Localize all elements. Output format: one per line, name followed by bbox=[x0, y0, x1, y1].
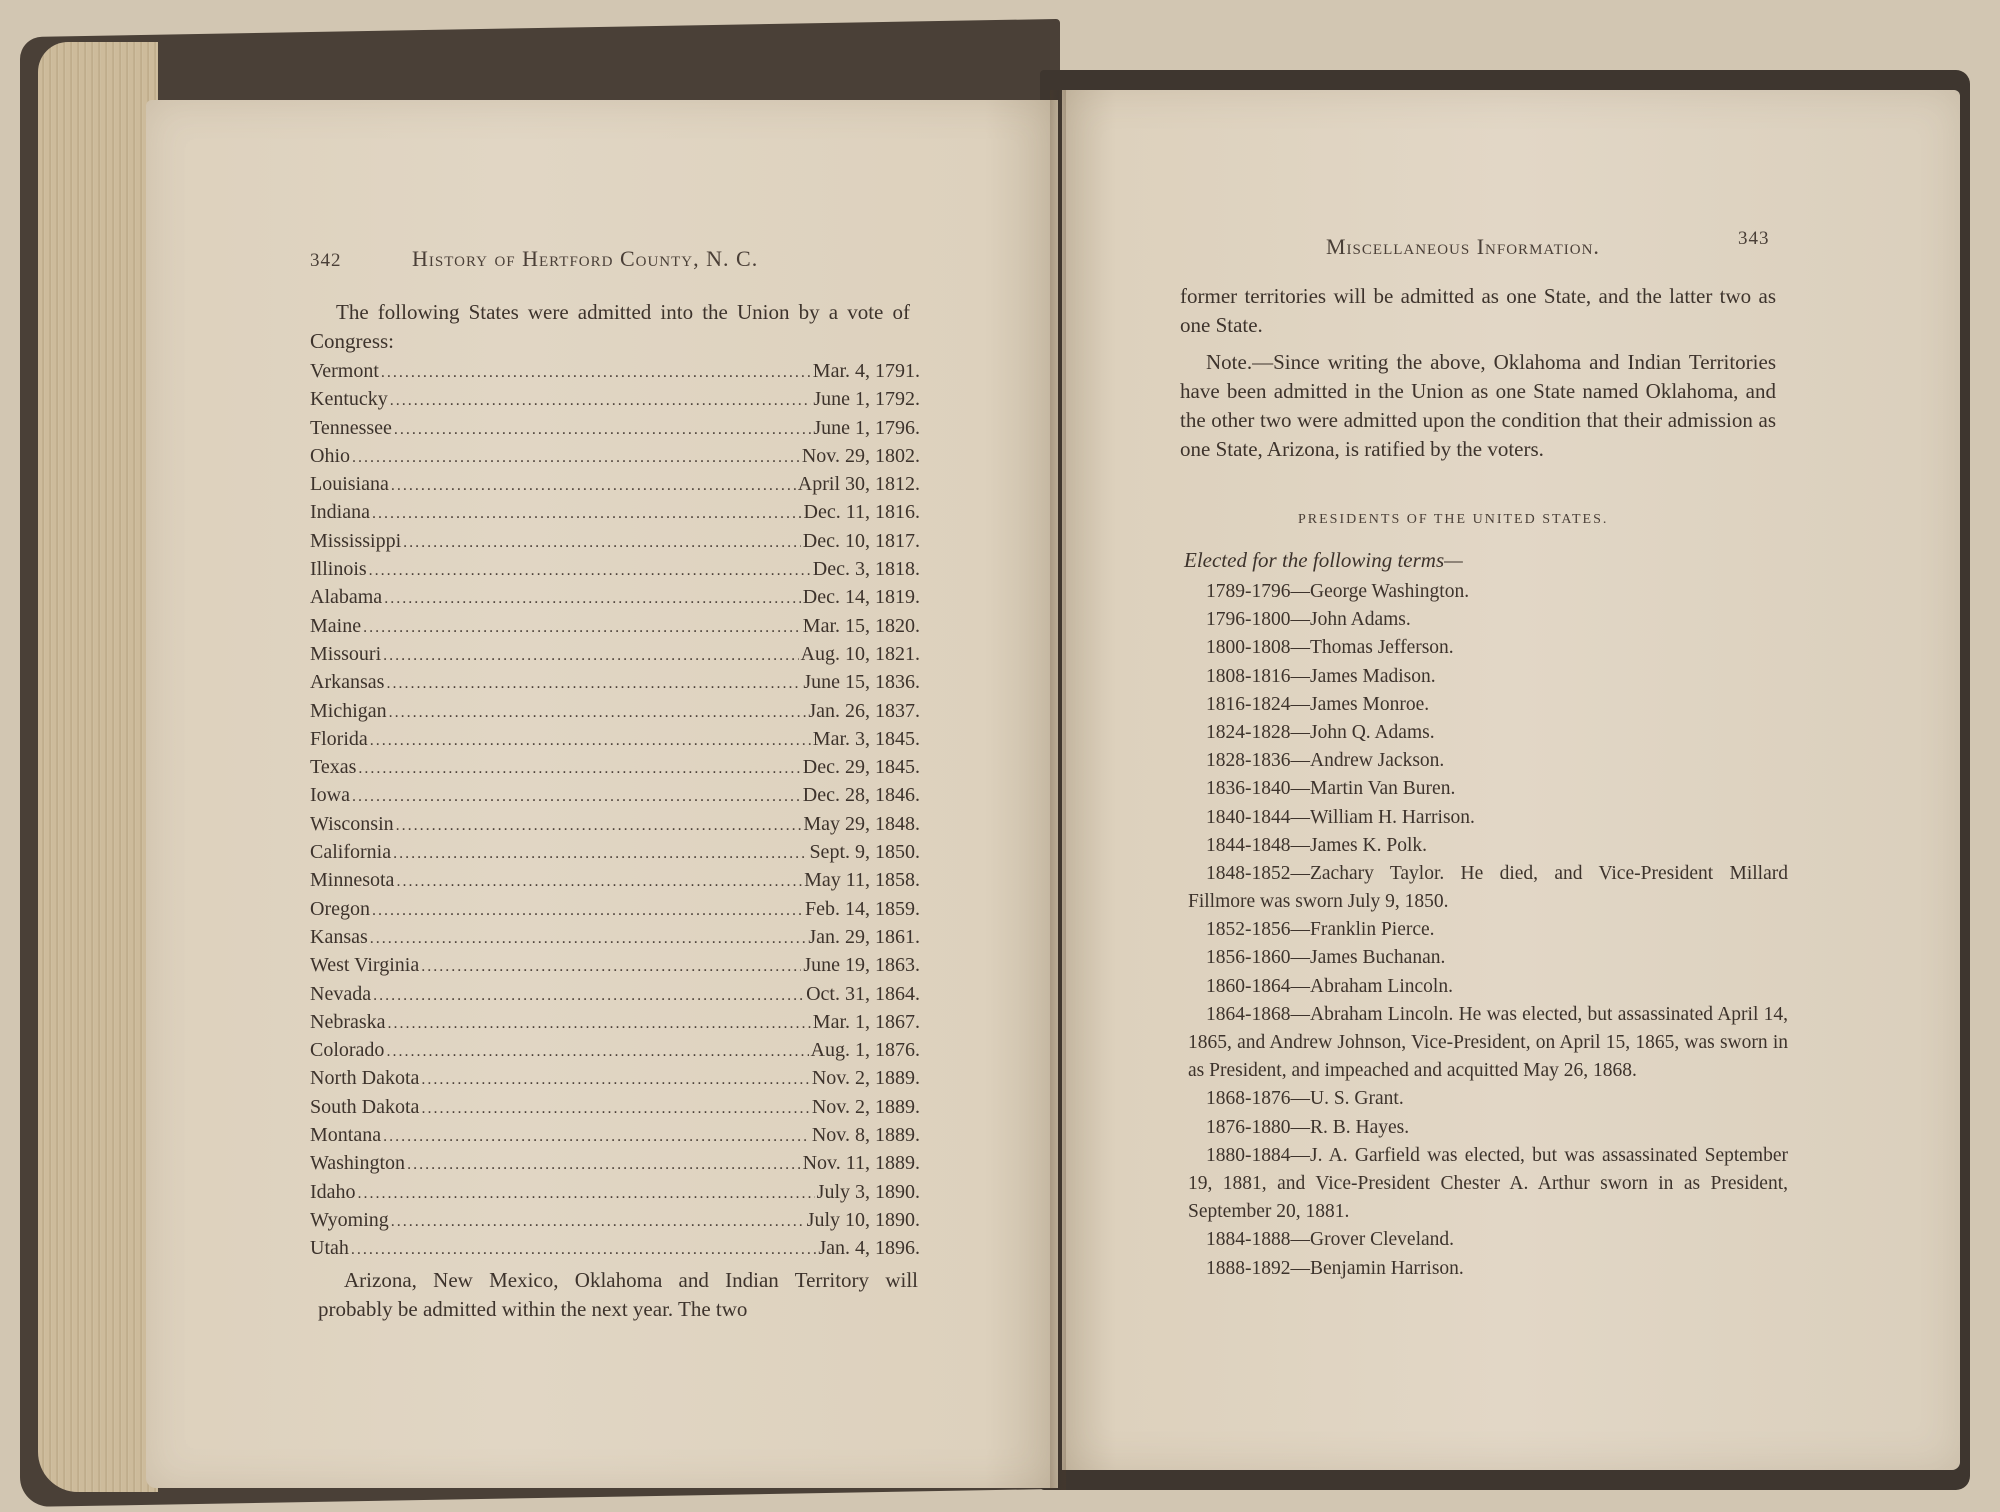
state-row bbox=[310, 445, 920, 473]
dot-leader bbox=[386, 675, 801, 693]
right-running-head: Miscellaneous Information. bbox=[1326, 234, 1600, 259]
admission-date: Jan. 4, 1896. bbox=[818, 1237, 920, 1260]
state-row bbox=[310, 1067, 920, 1095]
state-name: Minnesota bbox=[310, 869, 395, 892]
state-row bbox=[310, 586, 920, 614]
president-term: 1808-1816—James Madison. bbox=[1206, 665, 1436, 687]
admission-date: May 29, 1848. bbox=[803, 812, 920, 835]
dot-leader bbox=[384, 590, 801, 608]
continuation-paragraph: former territories will be admitted as one State, and the latter two as one State. bbox=[1180, 284, 1776, 337]
dot-leader bbox=[381, 364, 811, 382]
dot-leader bbox=[383, 1128, 810, 1146]
admission-date: Nov. 2, 1889. bbox=[811, 1095, 920, 1118]
president-term: 1800-1808—Thomas Jefferson. bbox=[1206, 637, 1454, 659]
state-row bbox=[310, 954, 920, 982]
state-name: Tennessee bbox=[310, 416, 392, 439]
state-row bbox=[310, 1039, 920, 1067]
states-intro: The following States were admitted into the Union by a vote of Congress: bbox=[310, 300, 910, 353]
state-name: Mississippi bbox=[310, 529, 402, 552]
dot-leader bbox=[363, 619, 801, 637]
state-row bbox=[310, 813, 920, 841]
state-row bbox=[310, 841, 920, 869]
admission-date: Jan. 26, 1837. bbox=[808, 699, 920, 722]
admission-date: Nov. 11, 1889. bbox=[802, 1152, 920, 1175]
dot-leader bbox=[389, 704, 807, 722]
elected-for-terms-line: Elected for the following terms— bbox=[1184, 548, 1463, 572]
state-row bbox=[310, 388, 920, 416]
dot-leader bbox=[383, 647, 798, 665]
state-name: Oregon bbox=[310, 897, 370, 920]
state-row bbox=[310, 558, 920, 586]
state-name: Ohio bbox=[310, 444, 350, 467]
dot-leader bbox=[407, 1156, 801, 1174]
president-term: 1856-1860—James Buchanan. bbox=[1206, 947, 1446, 969]
state-name: Alabama bbox=[310, 586, 383, 609]
state-row bbox=[310, 728, 920, 756]
state-name: Michigan bbox=[310, 699, 387, 722]
admission-date: Jan. 29, 1861. bbox=[808, 925, 920, 948]
dot-leader bbox=[391, 1213, 805, 1231]
admission-date: Dec. 11, 1816. bbox=[803, 501, 920, 524]
admission-date: Oct. 31, 1864. bbox=[806, 982, 920, 1005]
state-name: South Dakota bbox=[310, 1095, 420, 1118]
president-term: 1840-1844—William H. Harrison. bbox=[1206, 806, 1475, 828]
president-term: 1836-1840—Martin Van Buren. bbox=[1206, 778, 1456, 800]
note-paragraph: Note.—Since writing the above, Oklahoma and Indian Territories have been admitted in the Union as one State named Oklahoma, and the other two were admitted upon the condition that their admission as one State, Arizona, is ratified by the voters. bbox=[1180, 350, 1776, 461]
dot-leader bbox=[391, 477, 796, 495]
state-row bbox=[310, 983, 920, 1011]
dot-leader bbox=[352, 449, 800, 467]
left-page-number: 342 bbox=[310, 250, 342, 271]
states-list bbox=[310, 360, 920, 1266]
admission-date: Mar. 4, 1791. bbox=[812, 360, 920, 382]
states-closing-paragraph: Arizona, New Mexico, Oklahoma and Indian Territory will probably be admitted within the next year. The two bbox=[318, 1268, 918, 1321]
state-name: Kentucky bbox=[310, 388, 388, 411]
admission-date: Nov. 29, 1802. bbox=[801, 444, 920, 467]
state-row bbox=[310, 1096, 920, 1124]
state-name: Vermont bbox=[310, 360, 379, 382]
state-name: Texas bbox=[310, 756, 357, 779]
state-row bbox=[310, 360, 920, 388]
dot-leader bbox=[372, 505, 802, 523]
state-name: Washington bbox=[310, 1152, 406, 1175]
right-page-number: 343 bbox=[1738, 228, 1770, 249]
state-row bbox=[310, 1152, 920, 1180]
state-row bbox=[310, 700, 920, 728]
dot-leader bbox=[370, 732, 811, 750]
admission-date: Dec. 28, 1846. bbox=[802, 784, 920, 807]
state-row bbox=[310, 1209, 920, 1237]
president-term: 1868-1876—U. S. Grant. bbox=[1206, 1088, 1404, 1110]
presidents-heading: PRESIDENTS OF THE UNITED STATES. bbox=[1298, 512, 1609, 527]
admission-date: Aug. 1, 1876. bbox=[810, 1039, 920, 1062]
dot-leader bbox=[388, 1015, 811, 1033]
left-running-head: History of Hertford County, N. C. bbox=[412, 246, 759, 271]
admission-date: Mar. 1, 1867. bbox=[812, 1010, 920, 1033]
admission-date: Dec. 29, 1845. bbox=[802, 756, 920, 779]
dot-leader bbox=[421, 1071, 809, 1089]
president-term: 1864-1868—Abraham Lincoln. He was elected, but assassinated April 14, 1865, and Andrew Johnson, Vice-President, on April 15, 1865, was sworn in as President, and impeached and acquitted May 26, 1868. bbox=[1188, 1003, 1788, 1082]
state-row bbox=[310, 643, 920, 671]
admission-date: June 1, 1792. bbox=[813, 388, 920, 411]
president-term: 1816-1824—James Monroe. bbox=[1206, 693, 1430, 715]
admission-date: Aug. 10, 1821. bbox=[800, 642, 920, 665]
president-term: 1884-1888—Grover Cleveland. bbox=[1206, 1229, 1455, 1251]
president-term: 1888-1892—Benjamin Harrison. bbox=[1206, 1257, 1464, 1279]
dot-leader bbox=[372, 902, 803, 920]
state-name: Nebraska bbox=[310, 1010, 386, 1033]
admission-date: Dec. 14, 1819. bbox=[802, 586, 920, 609]
admission-date: June 15, 1836. bbox=[803, 671, 920, 694]
dot-leader bbox=[370, 930, 807, 948]
state-name: Montana bbox=[310, 1124, 382, 1147]
dot-leader bbox=[390, 392, 812, 410]
state-row bbox=[310, 869, 920, 897]
state-name: Illinois bbox=[310, 558, 367, 581]
state-row bbox=[310, 756, 920, 784]
president-term: 1860-1864—Abraham Lincoln. bbox=[1206, 975, 1453, 997]
dot-leader bbox=[358, 760, 800, 778]
state-name: California bbox=[310, 841, 392, 864]
state-name: Florida bbox=[310, 727, 368, 750]
dot-leader bbox=[369, 562, 811, 580]
presidents-list bbox=[1188, 578, 1788, 1283]
state-row bbox=[310, 1237, 920, 1265]
state-row bbox=[310, 615, 920, 643]
admission-date: Nov. 8, 1889. bbox=[811, 1124, 920, 1147]
president-term: 1824-1828—John Q. Adams. bbox=[1206, 721, 1435, 743]
state-name: Idaho bbox=[310, 1180, 356, 1203]
admission-date: July 3, 1890. bbox=[816, 1180, 920, 1203]
state-row bbox=[310, 417, 920, 445]
book-gutter bbox=[1050, 90, 1066, 1490]
dot-leader bbox=[421, 1100, 809, 1118]
president-term: 1828-1836—Andrew Jackson. bbox=[1206, 750, 1445, 772]
admission-date: May 11, 1858. bbox=[804, 869, 920, 892]
admission-date: April 30, 1812. bbox=[797, 473, 920, 496]
state-row bbox=[310, 1181, 920, 1209]
president-term: 1844-1848—James K. Polk. bbox=[1206, 834, 1427, 856]
state-row bbox=[310, 530, 920, 558]
state-name: Wisconsin bbox=[310, 812, 394, 835]
president-term: 1880-1884—J. A. Garfield was elected, but was assassinated September 19, 1881, and Vice-President Chester A. Arthur sworn in as President, September 20, 1881. bbox=[1188, 1144, 1788, 1223]
admission-date: Mar. 3, 1845. bbox=[812, 727, 920, 750]
dot-leader bbox=[358, 1185, 815, 1203]
president-term: 1789-1796—George Washington. bbox=[1206, 581, 1470, 602]
president-term: 1848-1852—Zachary Taylor. He died, and Vice-President Millard Fillmore was sworn July 9, 1850. bbox=[1188, 862, 1788, 913]
state-name: Louisiana bbox=[310, 473, 389, 496]
president-term: 1876-1880—R. B. Hayes. bbox=[1206, 1116, 1410, 1138]
state-row bbox=[310, 926, 920, 954]
state-name: Kansas bbox=[310, 925, 368, 948]
state-row bbox=[310, 501, 920, 529]
state-row bbox=[310, 784, 920, 812]
dot-leader bbox=[421, 958, 801, 976]
admission-date: Sept. 9, 1850. bbox=[809, 841, 920, 864]
admission-date: June 19, 1863. bbox=[803, 954, 920, 977]
dot-leader bbox=[351, 1241, 816, 1259]
state-row bbox=[310, 473, 920, 501]
dot-leader bbox=[386, 1043, 808, 1061]
state-name: West Virginia bbox=[310, 954, 420, 977]
admission-date: Dec. 3, 1818. bbox=[812, 558, 920, 581]
dot-leader bbox=[393, 845, 807, 863]
dot-leader bbox=[403, 534, 801, 552]
admission-date: Dec. 10, 1817. bbox=[802, 529, 920, 552]
admission-date: July 10, 1890. bbox=[806, 1208, 920, 1231]
admission-date: June 1, 1796. bbox=[813, 416, 920, 439]
state-row bbox=[310, 898, 920, 926]
state-name: Utah bbox=[310, 1237, 349, 1260]
dot-leader bbox=[396, 873, 802, 891]
state-name: Arkansas bbox=[310, 671, 385, 694]
president-term: 1852-1856—Franklin Pierce. bbox=[1206, 919, 1435, 941]
admission-date: Feb. 14, 1859. bbox=[805, 897, 920, 920]
dot-leader bbox=[373, 987, 804, 1005]
state-row bbox=[310, 1124, 920, 1152]
admission-date: Nov. 2, 1889. bbox=[811, 1067, 920, 1090]
state-name: Maine bbox=[310, 614, 362, 637]
page-edges bbox=[38, 42, 158, 1492]
dot-leader bbox=[352, 788, 801, 806]
state-name: Nevada bbox=[310, 982, 372, 1005]
dot-leader bbox=[394, 421, 811, 439]
dot-leader bbox=[396, 817, 802, 835]
admission-date: Mar. 15, 1820. bbox=[802, 614, 920, 637]
state-name: Colorado bbox=[310, 1039, 385, 1062]
state-name: Wyoming bbox=[310, 1208, 389, 1231]
state-name: North Dakota bbox=[310, 1067, 420, 1090]
state-row bbox=[310, 1011, 920, 1039]
state-name: Indiana bbox=[310, 501, 370, 524]
president-term: 1796-1800—John Adams. bbox=[1206, 609, 1411, 631]
state-name: Missouri bbox=[310, 642, 382, 665]
state-row bbox=[310, 671, 920, 699]
state-name: Iowa bbox=[310, 784, 350, 807]
